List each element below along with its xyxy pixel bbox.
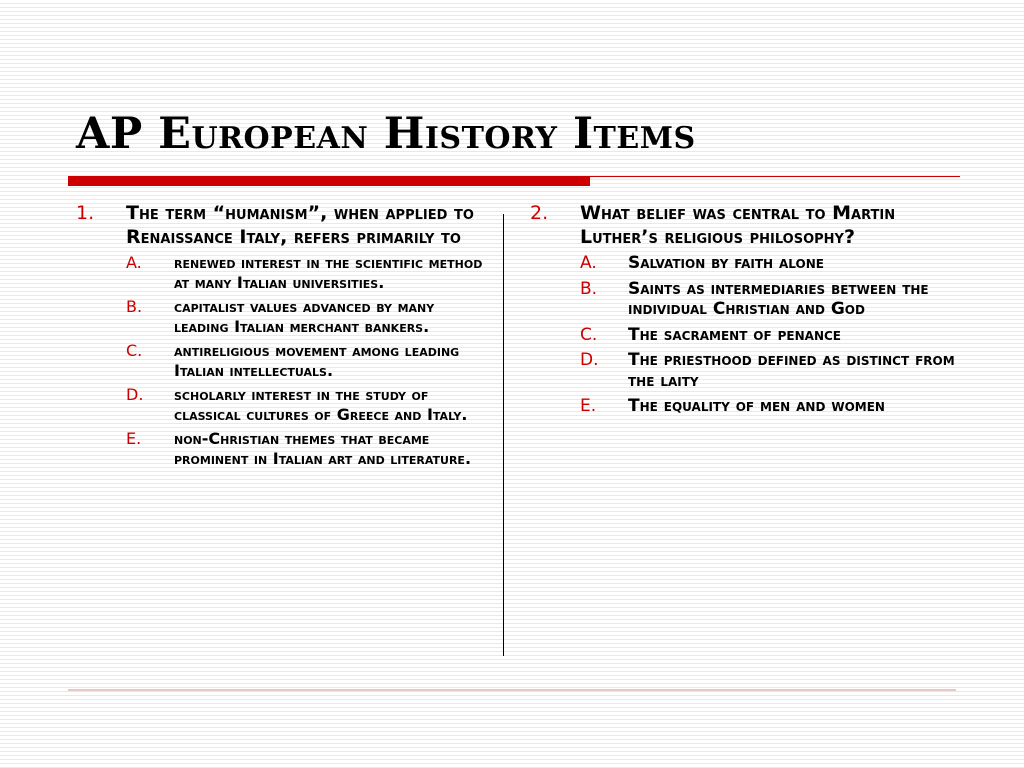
slide-title: AP European History Items	[76, 109, 696, 159]
option-text: capitalist values advanced by many leading Italian merchant bankers.	[174, 297, 435, 336]
question-2-block	[530, 201, 960, 422]
option-label: C.	[126, 341, 143, 360]
title-underline	[590, 176, 960, 177]
option-text: Saints as intermediaries between the individual Christian and God	[628, 278, 929, 319]
option-text: The equality of men and women	[628, 396, 885, 416]
question-1-block	[76, 201, 494, 473]
answer-option-a	[580, 253, 960, 274]
footer-rule	[68, 689, 956, 691]
answer-option-d	[580, 350, 960, 391]
option-label: A.	[126, 253, 142, 272]
answer-option-c	[126, 341, 494, 380]
answer-option-e	[126, 429, 494, 468]
option-text: The sacrament of penance	[628, 324, 841, 345]
option-label: A.	[580, 253, 597, 273]
option-text: Salvation by faith alone	[628, 253, 824, 273]
answer-option-e	[580, 396, 960, 417]
option-label: D.	[126, 385, 144, 404]
option-label: E.	[580, 396, 597, 416]
question-1	[76, 201, 494, 249]
answer-option-b	[580, 279, 960, 320]
option-text: antireligious movement among leading Italian intellectuals.	[174, 341, 460, 380]
title-accent-bar	[68, 176, 590, 186]
option-label: E.	[126, 429, 142, 448]
option-text: scholarly interest in the study of classical cultures of Greece and Italy.	[174, 385, 468, 424]
question-number: 1.	[76, 202, 95, 224]
option-text: The priesthood defined as distinct from the laity	[628, 350, 955, 391]
question-text: What belief was central to Martin Luther’s religious philosophy?	[580, 202, 896, 248]
option-label: B.	[580, 278, 598, 299]
answer-list	[126, 253, 494, 468]
answer-option-d	[126, 385, 494, 424]
answer-option-c	[580, 325, 960, 346]
column-divider	[503, 214, 504, 656]
question-number: 2.	[530, 202, 549, 224]
answer-option-b	[126, 297, 494, 336]
answer-list	[580, 253, 960, 417]
answer-option-a	[126, 253, 494, 292]
option-text: non-Christian themes that became prominent in Italian art and literature.	[174, 429, 472, 468]
option-text: renewed interest in the scientific method at many Italian universities.	[174, 253, 483, 292]
question-text: The term “humanism”, when applied to Renaissance Italy, refers primarily to	[126, 202, 474, 248]
option-label: C.	[580, 324, 598, 345]
option-label: D.	[580, 350, 599, 370]
question-2	[530, 201, 960, 249]
option-label: B.	[126, 297, 143, 316]
